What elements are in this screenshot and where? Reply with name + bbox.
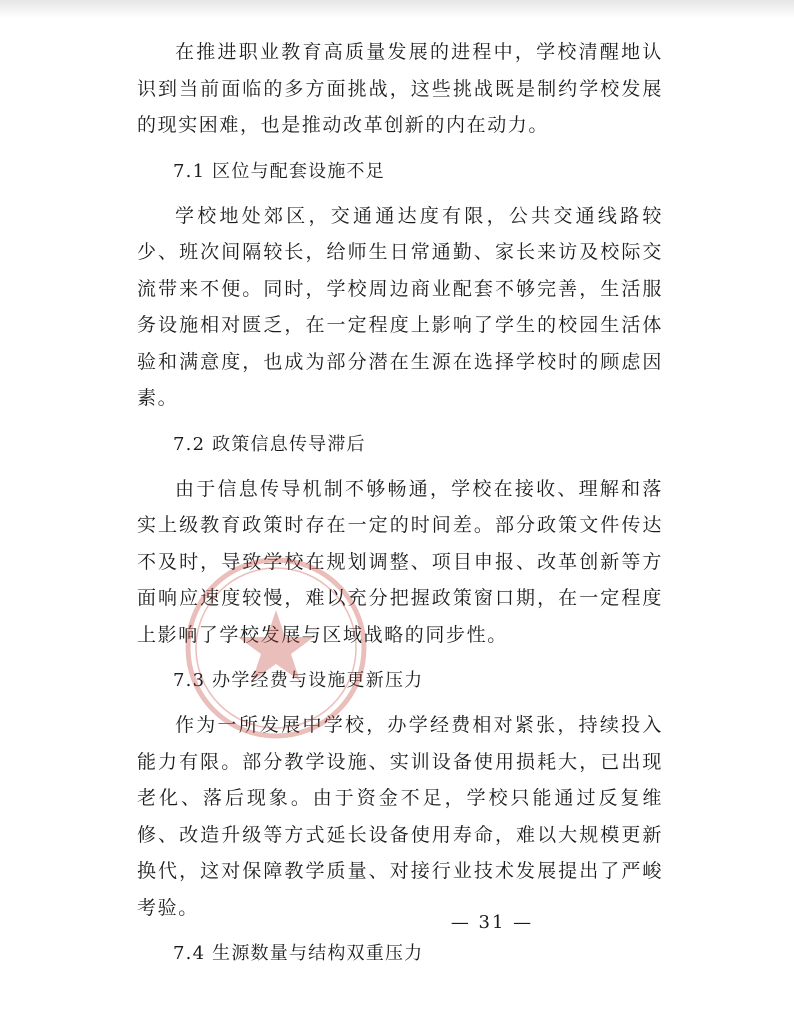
section-7-1-paragraph: 学校地处郊区，交通通达度有限，公共交通线路较少、班次间隔较长，给师生日常通勤、家长来访及校际交流带来不便。同时，学校周边商业配套不够完善，生活服务设施相对匮乏，在一定程度上影响了学生的校园生活体验和满意度，也成为部分潜在生源在选择学校时的顾虑因素。 [137,204,663,409]
section-heading-7-4: 7.4 生源数量与结构双重压力 [173,943,424,964]
page-number: — 31 — [450,912,534,933]
section-heading-7-1: 7.1 区位与配套设施不足 [173,160,385,182]
section-heading-7-2: 7.2 政策信息传导滞后 [173,433,366,455]
intro-paragraph: 在推进职业教育高质量发展的进程中，学校清醒地认识到当前面临的多方面挑战，这些挑战既是制约学校发展的现实困难，也是推动改革创新的内在动力。 [137,41,663,136]
section-7-3-paragraph: 作为一所发展中学校，办学经费相对紧张，持续投入能力有限。部分教学设施、实训设备使用损耗大，已出现老化、落后现象。由于资金不足，学校只能通过反复维修、改造升级等方式延长设备使用寿命，难以大规模更新换代，这对保障教学质量、对接行业技术发展提出了严峻考验。 [137,714,663,919]
section-heading-7-3: 7.3 办学经费与设施更新压力 [173,670,424,691]
document-body [137,34,663,972]
section-7-2-paragraph: 由于信息传导机制不够畅通，学校在接收、理解和落实上级教育政策时存在一定的时间差。部分政策文件传达不及时，导致学校在规划调整、项目申报、改革创新等方面响应速度较慢，难以充分把握政策窗口期，在一定程度上影响了学校发展与区域战略的同步性。 [137,477,663,646]
page-edge-shadow [0,0,794,18]
